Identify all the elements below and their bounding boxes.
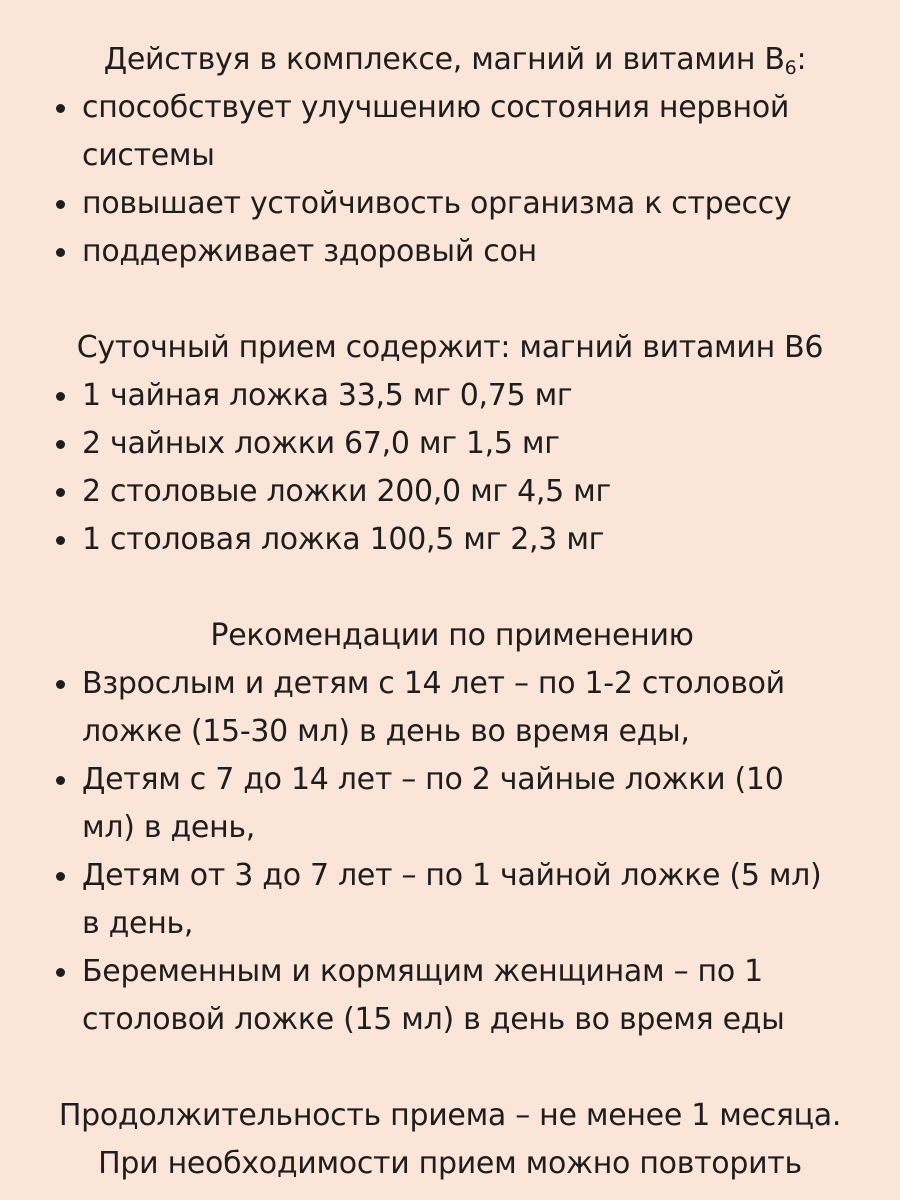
list-item	[50, 420, 830, 468]
daily-dose-heading: Суточный прием содержит: магний витамин B6	[76, 330, 824, 365]
list-item	[50, 948, 830, 1044]
list-item-text: повышает устойчивость организма к стрессу	[82, 186, 792, 221]
list-item-text: Взрослым и детям с 14 лет – по 1-2 столовой ложке (15-30 мл) в день во время еды,	[82, 666, 785, 749]
bullet-icon	[56, 968, 65, 977]
list-item-text: Детям от 3 до 7 лет – по 1 чайной ложке (5 мл) в день,	[82, 858, 822, 941]
list-item	[50, 468, 830, 516]
bullet-icon	[56, 392, 65, 401]
list-item	[50, 180, 830, 228]
list-item-text: 2 столовые ложки 200,0 мг 4,5 мг	[82, 474, 611, 509]
bullet-icon	[56, 680, 65, 689]
intro-section	[0, 36, 900, 276]
bullet-icon	[56, 104, 65, 113]
list-item-text: 1 столовая ложка 100,5 мг 2,3 мг	[82, 522, 605, 557]
list-item	[50, 516, 830, 564]
intro-heading-text: Действуя в комплексе, магний и витамин B	[103, 42, 785, 77]
bullet-icon	[56, 200, 65, 209]
bullet-icon	[56, 488, 65, 497]
usage-heading: Рекомендации по применению	[210, 618, 694, 653]
list-item	[50, 84, 830, 180]
intro-heading	[0, 36, 900, 84]
list-item	[50, 756, 830, 852]
bullet-icon	[56, 872, 65, 881]
list-item-text: поддерживает здоровый сон	[82, 234, 537, 269]
list-item-text: Беременным и кормящим женщинам – по 1 столовой ложке (15 мл) в день во время еды	[82, 954, 785, 1037]
bullet-icon	[56, 536, 65, 545]
duration-line: Продолжительность приема – не менее 1 месяца.	[58, 1098, 842, 1133]
intro-list	[0, 84, 830, 276]
duration-section	[0, 1092, 900, 1188]
list-item	[50, 228, 830, 276]
list-item-text: Детям с 7 до 14 лет – по 2 чайные ложки (10 мл) в день,	[82, 762, 784, 845]
list-item	[50, 372, 830, 420]
bullet-icon	[56, 440, 65, 449]
list-item	[50, 852, 830, 948]
list-item-text: 1 чайная ложка 33,5 мг 0,75 мг	[82, 378, 573, 413]
daily-dose-list	[0, 372, 830, 564]
usage-list	[0, 660, 830, 1044]
bullet-icon	[56, 776, 65, 785]
list-item	[50, 660, 830, 756]
usage-section	[0, 612, 900, 1044]
repeat-line: При необходимости прием можно повторить	[98, 1146, 802, 1181]
bullet-icon	[56, 248, 65, 257]
daily-dose-section	[0, 324, 900, 564]
list-item-text: 2 чайных ложки 67,0 мг 1,5 мг	[82, 426, 560, 461]
intro-heading-suffix: :	[796, 42, 807, 77]
list-item-text: способствует улучшению состояния нервной системы	[82, 90, 790, 173]
intro-heading-subscript: 6	[784, 57, 797, 79]
